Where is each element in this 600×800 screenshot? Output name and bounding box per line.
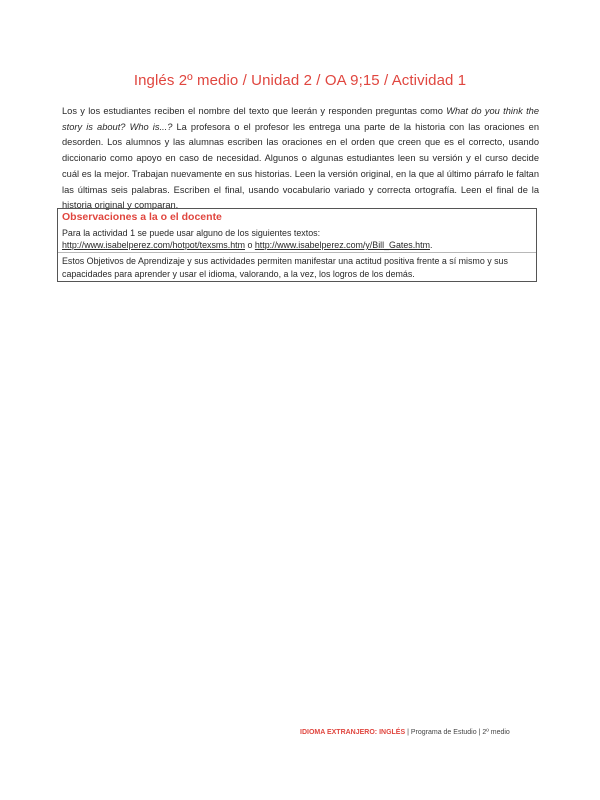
page-footer — [300, 729, 540, 736]
activity-intro: Los y los estudiantes reciben el nombre del texto que leerán y responden preguntas como — [62, 106, 447, 116]
footer-separator-2: | — [476, 729, 483, 736]
activity-question-1: What do you think the story is about? — [62, 106, 539, 132]
footer-program: Programa de Estudio — [410, 729, 477, 736]
observations-divider — [58, 252, 536, 253]
observations-links — [62, 239, 532, 251]
footer-separator-1: | — [405, 729, 411, 736]
link-texsms[interactable]: http://www.isabelperez.com/hotpot/texsms.htm — [62, 240, 245, 250]
footer-subject: IDIOMA EXTRANJERO: INGLÉS — [300, 729, 406, 736]
activity-description — [62, 104, 539, 214]
page-title: Inglés 2º medio / Unidad 2 / OA 9;15 / Actividad 1 — [133, 72, 467, 89]
footer-level: 2º medio — [482, 729, 510, 736]
link-connector: o — [245, 240, 255, 250]
observations-paragraph-2: Estos Objetivos de Aprendizaje y sus actividades permiten manifestar una actitud positiva frente a sí mismo y sus capacidades para aprender y usar el idioma, valorando, a la vez, los logros de los demás. — [62, 256, 508, 279]
link-bill-gates[interactable]: http://www.isabelperez.com/y/Bill_Gates.htm — [254, 240, 430, 250]
observations-heading: Observaciones a la o el docente — [62, 211, 222, 223]
link-trailing: . — [429, 240, 433, 250]
observations-box — [57, 208, 537, 282]
activity-text: La profesora o el profesor les entrega una parte de la historia con las oraciones en desorden. Los alumnos y las alumnas escriben las oraciones en el orden que creen que es el correcto, usando diccionario como apoyo en caso de necesidad. Algunos o algunas estudiantes leen su versión y el curso decide cuál es la mejor. Trabajan nuevamente en sus historias. Leen la versión original, en la que al último párrafo le faltan las últimas seis palabras. Escriben el final, usando vocabulario variado y correcta ortografía. Leen el final de la historia original y comparan. — [62, 121, 540, 211]
activity-question-2: Who is...? — [129, 121, 173, 132]
observations-line-1: Para la actividad 1 se puede usar alguno de los siguientes textos: — [62, 228, 321, 238]
